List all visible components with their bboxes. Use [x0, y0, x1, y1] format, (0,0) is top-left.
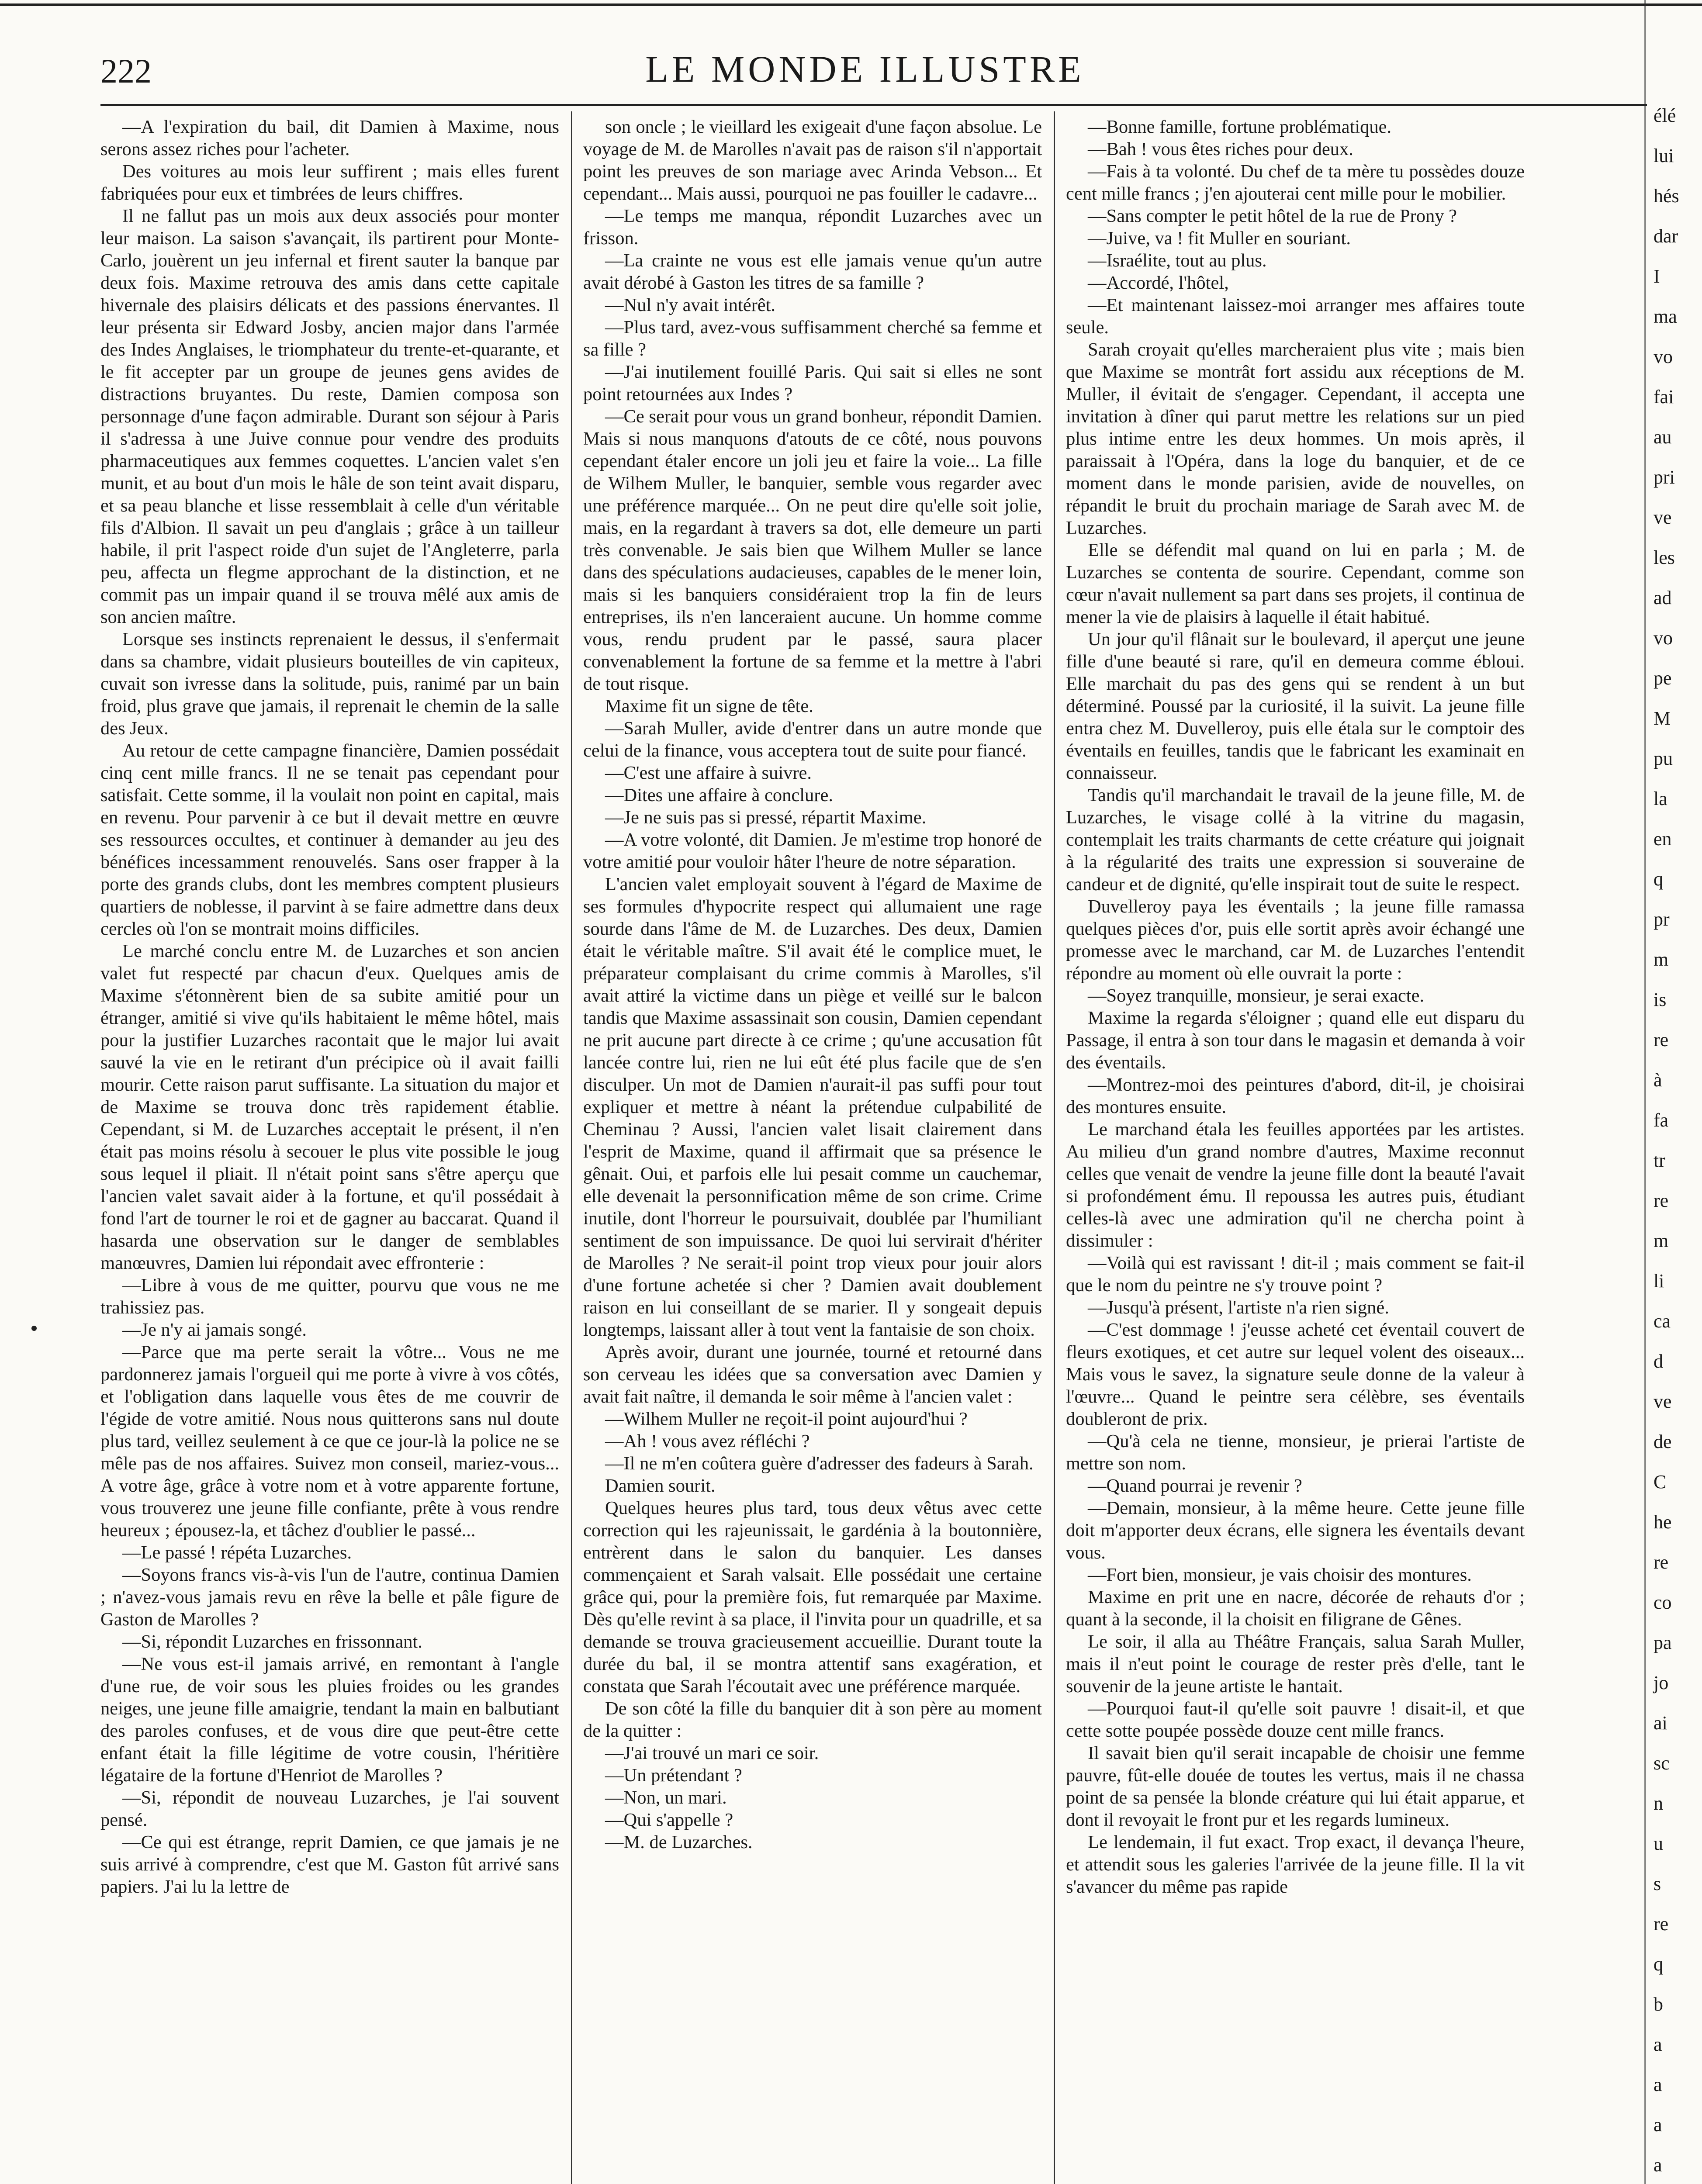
paragraph: —Plus tard, avez-vous suffisamment cherché sa femme et sa fille ?	[583, 317, 1042, 360]
margin-fragment: d	[1654, 1351, 1663, 1372]
paragraph: —Si, répondit Luzarches en frissonnant.	[122, 1631, 422, 1652]
text-column-1	[100, 116, 559, 2184]
paragraph: —Bah ! vous êtes riches pour deux.	[1088, 139, 1353, 159]
margin-fragment: pu	[1654, 748, 1673, 769]
margin-fragment: M	[1654, 708, 1671, 729]
paragraph: Il ne fallut pas un mois aux deux associés pour monter leur maison. La saison s'avançait, ils partirent pour Monte-Carlo, jouèrent un jeu infernal et firent sauter la banque par deux fois. Maxime retrouva des amis dans cette capitale hivernale des plaisirs délicats et des passions énervantes. Il leur présenta sir Edward Josby, ancien major dans l'armée des Indes Anglaises, le triomphateur du trente-et-quarante, et le fit accepter par un groupe de jeunes gens avides de distractions bruyantes. Du reste, Damien composa son personnage d'une façon admirable. Durant son séjour à Paris il s'adressa à une Juive connue pour vendre des produits pharmaceutiques aux femmes coquettes. L'ancien valet s'en munit, et au bout d'un mois le hâle de son teint avait disparu, et sa peau blanche et lisse ressemblait à celle d'un véritable fils d'Albion. Il savait un peu d'anglais ; grâce à un tailleur habile, il prit l'aspect roide d'un sujet de l'Angleterre, parla peu, affecta un flegme approchant de la distinction, et ne commit pas un impair quand il se trouva mêlé aux amis de son ancien maître.	[100, 206, 559, 627]
journal-title: LE MONDE ILLUSTRE	[645, 48, 1085, 90]
paragraph: Sarah croyait qu'elles marcheraient plus vite ; mais bien que Maxime se montrât fort assidu aux réceptions de M. Muller, il évitait de s'engager. Cependant, il accepta une invitation à dîner qui parut mettre les relations sur un pied plus intime entre les deux hommes. Un mois après, il paraissait à l'Opéra, dans la loge du banquier, et de ce moment dans le monde parisien, avide de nouvelles, on répandit le bruit du prochain mariage de Sarah avec M. de Luzarches.	[1066, 339, 1525, 538]
margin-fragment: is	[1654, 989, 1667, 1010]
paragraph: Au retour de cette campagne financière, Damien possédait cinq cent mille francs. Il ne se tenait pas cependant pour satisfait. Cette somme, il la voulait non point en capital, mais en revenu. Pour parvenir à ce but il devait mettre en œuvre ses ressources occultes, et continuer à demander au jeu des bénéfices incessamment renouvelés. Sans oser frapper à la porte des grands clubs, dont les membres comptent plusieurs quartiers de noblesse, il parvint à se faire admettre dans deux cercles où l'on se montrait moins difficiles.	[100, 740, 559, 939]
paragraph: —Ce qui est étrange, reprit Damien, ce que jamais je ne suis arrivé à comprendre, c'est que M. Gaston fût arrivé sans papiers. J'ai lu la lettre de	[100, 1832, 559, 1897]
paragraph: —A l'expiration du bail, dit Damien à Maxime, nous serons assez riches pour l'acheter.	[100, 117, 559, 159]
margin-fragment: q	[1654, 868, 1663, 890]
margin-fragment: re	[1654, 1552, 1669, 1573]
paragraph: —J'ai trouvé un mari ce soir.	[605, 1743, 819, 1763]
paragraph: Elle se défendit mal quand on lui en parla ; M. de Luzarches se contenta de sourire. Cependant, comme son cœur n'avait nullement sa part dans ses projets, il continua de mener la vie de plaisirs à laquelle il était habitué.	[1066, 540, 1525, 627]
paragraph: —Jusqu'à présent, l'artiste n'a rien signé.	[1088, 1297, 1389, 1318]
margin-fragment: a	[1654, 2034, 1662, 2055]
paragraph: —Voilà qui est ravissant ! dit-il ; mais comment se fait-il que le nom du peintre ne s'y trouve point ?	[1066, 1253, 1525, 1296]
header-rule	[100, 104, 1647, 106]
paragraph: —Si, répondit de nouveau Luzarches, je l'ai souvent pensé.	[100, 1787, 559, 1830]
paragraph: Le marchand étala les feuilles apportées par les artistes. Au milieu d'un grand nombre d'autres, Maxime reconnut celles que venait de vendre la jeune fille dont la beauté l'avait si profondément ému. Il repoussa les autres puis, étudiant celles-là avec une admiration qu'il ne chercha point à dissimuler :	[1066, 1119, 1525, 1251]
paragraph: Duvelleroy paya les éventails ; la jeune fille ramassa quelques pièces d'or, puis elle sortit après avoir échangé une promesse avec le marchand, car M. de Luzarches l'entendit répondre au moment où elle ouvrait la porte :	[1066, 896, 1525, 984]
margin-fragment: les	[1654, 547, 1675, 568]
paragraph: Il savait bien qu'il serait incapable de choisir une femme pauvre, fût-elle douée de toutes les vertus, mais il ne chassa point de sa pensée la blonde créature qui lui était apparue, et dont il revoyait le front pur et les regards lumineux.	[1066, 1743, 1525, 1830]
margin-fragment: pr	[1654, 909, 1670, 930]
paragraph: —C'est une affaire à suivre.	[605, 763, 812, 783]
paragraph: —Ne vous est-il jamais arrivé, en remontant à l'angle d'une rue, de voir sous les pluies froides ou les grandes neiges, une jeune fille amaigrie, tendant la main en balbutiant des paroles confuses, et de vous dire que peut-être cette enfant était la fille légitime de votre cousin, l'héritière légataire de la fortune d'Henriot de Marolles ?	[100, 1654, 559, 1786]
paragraph: —Juive, va ! fit Muller en souriant.	[1088, 228, 1351, 249]
margin-fragment: dar	[1654, 225, 1678, 247]
paragraph: —M. de Luzarches.	[605, 1832, 753, 1852]
margin-fragment: C	[1654, 1471, 1667, 1493]
column-divider	[571, 111, 572, 2184]
paragraph: son oncle ; le vieillard les exigeait d'une façon absolue. Le voyage de M. de Marolles n'avait pas de raison s'il n'apportait point les preuves de son mariage avec Arinda Vebson... Et cependant... Mais aussi, pourquoi ne pas fouiller le cadavre...	[583, 117, 1042, 204]
paragraph: —Dites une affaire à conclure.	[605, 785, 833, 805]
page-header	[100, 47, 1629, 104]
paragraph: Damien sourit.	[605, 1476, 716, 1496]
margin-fragment: li	[1654, 1270, 1664, 1292]
margin-fragment: a	[1654, 2114, 1662, 2136]
paragraph: Maxime fit un signe de tête.	[605, 696, 813, 716]
paragraph: —Je ne suis pas si pressé, répartit Maxime.	[605, 807, 927, 828]
paragraph: —Nul n'y avait intérêt.	[605, 295, 776, 315]
paragraph: —Pourquoi faut-il qu'elle soit pauvre ! disait-il, et que cette sotte poupée possède douze cent mille francs.	[1066, 1698, 1525, 1741]
paragraph: Le marché conclu entre M. de Luzarches et son ancien valet fut respecté par chacun d'eux. Quelques amis de Maxime s'étonnèrent bien de sa subite amitié pour un étranger, amitié si vive qu'ils habitaient le même hôtel, mais pour la justifier Luzarches racontait que le major lui avait sauvé la vie en le retirant d'un précipice où il avait failli mourir. Cette raison parut suffisante. La situation du major et de Maxime se trouva donc très rapidement établie. Cependant, si M. de Luzarches acceptait le présent, il n'en était pas moins résolu à secouer le plus vite possible le joug sous lequel il pliait. Il n'était point sans s'être aperçu que l'ancien valet savait aider à la fortune, et qu'il possédait à fond l'art de tourner le roi et de gagner au baccarat. Quand il hasarda une observation sur le danger de semblables manœuvres, Damien lui répondait avec effronterie :	[100, 941, 559, 1273]
paragraph: Maxime la regarda s'éloigner ; quand elle eut disparu du Passage, il entra à son tour dans le magasin et demanda à voir des éventails.	[1066, 1008, 1525, 1073]
paragraph: —Wilhem Muller ne reçoit-il point aujourd'hui ?	[605, 1409, 968, 1429]
paragraph: Un jour qu'il flânait sur le boulevard, il aperçut une jeune fille d'une beauté si rare, qu'il en demeura comme ébloui. Elle marchait du pas des gens qui se rendent à un but déterminé. Poussé par la curiosité, il la suivit. La jeune fille entra chez M. Duvelleroy, puis elle étala sur le comptoir des éventails en feuilles, tandis que le fabricant les examinait en connaisseur.	[1066, 629, 1525, 783]
paragraph: —Quand pourrai je revenir ?	[1088, 1476, 1302, 1496]
paragraph: —Demain, monsieur, à la même heure. Cette jeune fille doit m'apporter deux écrans, elle signera les éventails devant vous.	[1066, 1498, 1525, 1563]
paragraph: Le soir, il alla au Théâtre Français, salua Sarah Muller, mais il n'eut point le courage de rester près d'elle, tant le souvenir de la jeune artiste le hantait.	[1066, 1631, 1525, 1697]
margin-fragment: sc	[1654, 1752, 1670, 1774]
paragraph: —Soyons francs vis-à-vis l'un de l'autre, continua Damien ; n'avez-vous jamais revu en rêve la belle et pâle figure de Gaston de Marolles ?	[100, 1565, 559, 1630]
margin-fragment: b	[1654, 1994, 1663, 2015]
margin-fragment: a	[1654, 2154, 1662, 2176]
paragraph: —Sarah Muller, avide d'entrer dans un autre monde que celui de la finance, vous acceptera tout de suite pour fiancé.	[583, 718, 1042, 761]
margin-fragment: lui	[1654, 145, 1674, 166]
paragraph: —Libre à vous de me quitter, pourvu que vous ne me trahissiez pas.	[100, 1275, 559, 1318]
paragraph: —Israélite, tout au plus.	[1088, 250, 1267, 271]
margin-fragment: ve	[1654, 1391, 1672, 1412]
adjacent-page-bleed	[1629, 0, 1702, 2184]
margin-fragment: he	[1654, 1511, 1672, 1533]
margin-fragment: la	[1654, 788, 1667, 809]
paragraph: —Parce que ma perte serait la vôtre... Vous ne me pardonnerez jamais l'orgueil qui me porte à vivre à vos côtés, et l'obligation dans laquelle vous êtes de me couvrir de l'égide de votre amitié. Nous nous quitterons sans nul doute plus tard, veillez seulement à ce que ce jour-là la police ne se mêle pas de nos affaires. Suivez mon conseil, mariez-vous... A votre âge, grâce à votre nom et à votre apparente fortune, vous trouverez une jeune fille confiante, prête à vous rendre heureux ; épousez-la, et tâchez d'oublier le passé...	[100, 1342, 559, 1541]
margin-fragment: fa	[1654, 1109, 1669, 1131]
text-column-3	[1066, 116, 1525, 2184]
page-number: 222	[100, 52, 152, 90]
margin-fragment: pe	[1654, 667, 1672, 689]
margin-fragment: m	[1654, 949, 1669, 970]
margin-fragment: élé	[1654, 105, 1676, 126]
margin-fragment: ve	[1654, 507, 1672, 528]
paragraph: Des voitures au mois leur suffirent ; mais elles furent fabriquées pour eux et timbrées de leurs chiffres.	[100, 161, 559, 204]
paragraph: —Fais à ta volonté. Du chef de ta mère tu possèdes douze cent mille francs ; j'en ajouterai cent mille pour le mobilier.	[1066, 161, 1525, 204]
paragraph: De son côté la fille du banquier dit à son père au moment de la quitter :	[583, 1698, 1042, 1741]
paragraph: Quelques heures plus tard, tous deux vêtus avec cette correction qui les rajeunissait, le gardénia à la boutonnière, entrèrent dans le salon du banquier. Les danses commençaient et Sarah valsait. Elle possédait une certaine grâce qui, pour la première fois, fut remarquée par Maxime. Dès qu'elle revint à sa place, il l'invita pour un quadrille, et sa demande se trouva gracieusement accueillie. Durant toute la durée du bal, il se montra attentif sans exagération, et constata que Sarah l'écoutait avec une préférence marquée.	[583, 1498, 1042, 1697]
paragraph: —Un prétendant ?	[605, 1765, 742, 1786]
paragraph: —C'est dommage ! j'eusse acheté cet éventail couvert de fleurs exotiques, et cet autre sur lequel volent des oiseaux... Mais vous le savez, la signature seule donne de la valeur à l'œuvre... Quand le peintre sera célèbre, ses éventails doubleront de prix.	[1066, 1320, 1525, 1429]
margin-fragment: vo	[1654, 627, 1673, 649]
paragraph: —Ce serait pour vous un grand bonheur, répondit Damien. Mais si nous manquons d'atouts de ce côté, nous pouvons cependant étaler encore un joli jeu et faire la voie... La fille de Wilhem Muller, le banquier, semble vous regarder avec une préférence marquée... On ne peut dire qu'elle soit jolie, mais, en la regardant à travers sa dot, elle demeure un parti très convenable. Je sais bien que Wilhem Muller se lance dans des spéculations audacieuses, capables de le mener loin, mais si les banquiers considéraient trop la fin de leurs entreprises, ils n'en lanceraient aucune. Un homme comme vous, rendu prudent par le passé, saura placer convenablement la fortune de sa femme et la mettre à l'abri de tout risque.	[583, 406, 1042, 694]
paragraph: Après avoir, durant une journée, tourné et retourné dans son cerveau les idées que sa conversation avec Damien y avait fait naître, il demanda le soir même à l'ancien valet :	[583, 1342, 1042, 1407]
margin-fragment: u	[1654, 1833, 1663, 1854]
paragraph: —Bonne famille, fortune problématique.	[1088, 117, 1392, 137]
margin-fragment: en	[1654, 828, 1672, 850]
margin-fragment: m	[1654, 1230, 1669, 1251]
margin-fragment: ma	[1654, 306, 1677, 327]
paragraph: —Sans compter le petit hôtel de la rue de Prony ?	[1088, 206, 1457, 226]
paragraph: Maxime en prit une en nacre, décorée de rehauts d'or ; quant à la seconde, il la choisit en filigrane de Gênes.	[1066, 1587, 1525, 1630]
paragraph: —A votre volonté, dit Damien. Je m'estime trop honoré de votre amitié pour vouloir hâter l'heure de notre séparation.	[583, 829, 1042, 872]
ink-dot	[31, 1326, 37, 1331]
column-divider	[1054, 111, 1055, 2184]
paragraph: Tandis qu'il marchandait le travail de la jeune fille, M. de Luzarches, le visage collé à la vitrine du magasin, contemplait les traits charmants de cette créature qui joignait à la régularité des traits une expression si souveraine de candeur et de dignité, qu'elle inspirait tout de suite le respect.	[1066, 785, 1525, 895]
margin-fragment: ca	[1654, 1310, 1671, 1332]
paragraph: —Non, un mari.	[605, 1787, 727, 1808]
paragraph: —J'ai inutilement fouillé Paris. Qui sait si elles ne sont point retournées aux Indes ?	[583, 362, 1042, 404]
paragraph: —Qui s'appelle ?	[605, 1810, 733, 1830]
top-border-rule	[0, 3, 1702, 6]
paragraph: —Je n'y ai jamais songé.	[122, 1320, 307, 1340]
paragraph: —Ah ! vous avez réfléchi ?	[605, 1431, 810, 1451]
margin-fragment: ai	[1654, 1712, 1667, 1734]
paragraph: —Et maintenant laissez-moi arranger mes affaires toute seule.	[1066, 295, 1525, 338]
margin-fragment: s	[1654, 1873, 1661, 1894]
margin-fragment: re	[1654, 1913, 1669, 1935]
paragraph: L'ancien valet employait souvent à l'égard de Maxime de ses formules d'hypocrite respect qui allumaient une rage sourde dans l'âme de M. de Luzarches. Des deux, Damien était le véritable maître. S'il avait été le complice muet, le préparateur complaisant du crime commis à Marolles, s'il avait attiré la victime dans un piège et veillé sur le balcon tandis que Maxime assassinait son cousin, Damien cependant ne prit aucune part directe à ce crime ; qu'une accusation fût lancée contre lui, rien ne lui eût été plus facile que de s'en disculper. Un mot de Damien n'aurait-il pas suffi pour tout expliquer et mettre à néant la prétendue culpabilité de Cheminau ? Aussi, l'ancien valet lisait clairement dans l'esprit de Maxime, quand il affirmait que sa présence le gênait. Oui, et parfois elle lui pesait comme un cauchemar, elle devenait la personnification même de son crime. Crime inutile, dont l'horreur le poursuivait, doublée par l'humiliant sentiment de son impuissance. De quoi lui servirait d'hériter de Marolles ? Ne serait-il point trop vieux pour jouir alors d'une fortune achetée si cher ? Damien avait doublement raison en lui conseillant de se marier. Il y songeait depuis longtemps, laissant aller à tout vent la fantaisie de son choix.	[583, 874, 1042, 1340]
margin-fragment: pri	[1654, 467, 1675, 488]
text-column-2	[583, 116, 1042, 2184]
paragraph: —Il ne m'en coûtera guère d'adresser des fadeurs à Sarah.	[605, 1453, 1034, 1474]
margin-fragment: ad	[1654, 587, 1672, 608]
margin-fragment: n	[1654, 1793, 1663, 1814]
paragraph: —Fort bien, monsieur, je vais choisir des montures.	[1088, 1565, 1472, 1585]
margin-fragment: jo	[1654, 1672, 1669, 1693]
margin-fragment: tr	[1654, 1150, 1665, 1171]
margin-fragment: fai	[1654, 386, 1674, 408]
margin-fragment: co	[1654, 1592, 1672, 1613]
page-edge	[1644, 0, 1646, 2184]
paragraph: Le lendemain, il fut exact. Trop exact, il devança l'heure, et attendit sous les galeries l'arrivée de la jeune fille. Il la vit s'avancer du même pas rapide	[1066, 1832, 1525, 1897]
margin-fragment: au	[1654, 426, 1672, 448]
margin-fragment: re	[1654, 1029, 1669, 1051]
paragraph: —Soyez tranquille, monsieur, je serai exacte.	[1088, 985, 1425, 1006]
paragraph: —Montrez-moi des peintures d'abord, dit-il, je choisirai des montures ensuite.	[1066, 1075, 1525, 1117]
margin-fragment: de	[1654, 1431, 1672, 1452]
margin-fragment: I	[1654, 266, 1660, 287]
margin-fragment: hés	[1654, 185, 1679, 207]
paragraph: —Le temps me manqua, répondit Luzarches avec un frisson.	[583, 206, 1042, 249]
paragraph: —Le passé ! répéta Luzarches.	[122, 1542, 352, 1563]
paragraph: —Accordé, l'hôtel,	[1088, 273, 1229, 293]
paragraph: —Qu'à cela ne tienne, monsieur, je prierai l'artiste de mettre son nom.	[1066, 1431, 1525, 1474]
margin-fragment: re	[1654, 1190, 1669, 1211]
margin-fragment: a	[1654, 2074, 1662, 2095]
margin-fragment: q	[1654, 1953, 1663, 1975]
paragraph: —La crainte ne vous est elle jamais venue qu'un autre avait dérobé à Gaston les titres de sa famille ?	[583, 250, 1042, 293]
paragraph: Lorsque ses instincts reprenaient le dessus, il s'enfermait dans sa chambre, vidait plusieurs bouteilles de vin capiteux, cuvait son ivresse dans la solitude, puis, ranimé par un bain froid, plus grave que jamais, il reprenait le chemin de la salle des Jeux.	[100, 629, 559, 739]
margin-fragment: pa	[1654, 1632, 1672, 1653]
margin-fragment: vo	[1654, 346, 1673, 367]
margin-fragment: à	[1654, 1069, 1662, 1091]
